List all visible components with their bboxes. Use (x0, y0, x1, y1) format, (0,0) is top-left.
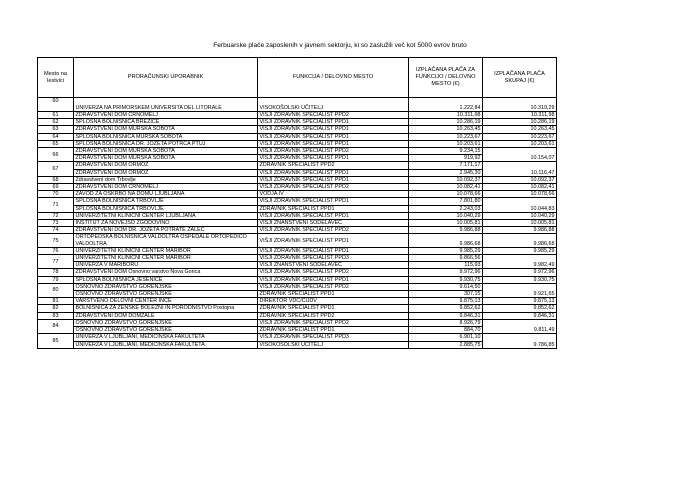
header-func: FUNKCIJA / DELOVNO MESTO (258, 58, 409, 98)
paid-cell: 9.930,75 (409, 276, 483, 283)
total-cell: 9.982,49 (483, 255, 557, 269)
paid-cell: 7.801,80 (409, 198, 483, 205)
function-cell: DIREKTOR VDC/CUDV (258, 298, 409, 305)
table-row (38, 327, 557, 334)
paid-cell: 10.078,66 (409, 191, 483, 198)
total-cell: 9.972,96 (483, 269, 557, 276)
table-row (38, 269, 557, 276)
table-row (38, 119, 557, 126)
function-cell: ZDRAVNIK SPECIALIST PPD2 (258, 162, 409, 169)
table-row (38, 276, 557, 283)
function-cell: VIŠJI ZDRAVNIK SPECIALIST PPD2 (258, 184, 409, 191)
function-cell: VIŠJI ZDRAVNIK SPECIALIST PPD1 (258, 247, 409, 254)
paid-cell: 10.203,61 (409, 140, 483, 147)
function-cell: VODJA IV (258, 191, 409, 198)
total-cell: 10.319,29 (483, 98, 557, 112)
rank-cell: 62 (38, 119, 74, 126)
total-cell: 9.846,31 (483, 312, 557, 319)
org-cell: ZDRAVSTVENI DOM MURSKA SOBOTA (74, 126, 258, 133)
table-row (38, 334, 557, 341)
function-cell: VIŠJI ZDRAVNIK SPECIALIST PPD1 (258, 155, 409, 162)
function-cell: VIŠJI ZDRAVNIK SPECIALIST PPD1 (258, 169, 409, 176)
org-cell: UNIVERZA NA PRIMORSKEM UNIVERSITA DEL LITORALE (74, 98, 258, 112)
paid-cell: 6.901,10 (409, 334, 483, 341)
total-cell: 10.203,61 (483, 140, 557, 147)
total-cell: 10.044,83 (483, 198, 557, 212)
rank-cell: 84 (38, 319, 74, 333)
rank-cell: 64 (38, 133, 74, 140)
table-row (38, 198, 557, 205)
paid-cell: 884,70 (409, 327, 483, 334)
paid-cell: 9.985,29 (409, 247, 483, 254)
rank-cell: 79 (38, 276, 74, 283)
table-row (38, 341, 557, 348)
function-cell: VIŠJI ZDRAVNIK SPECIALIST PPD3 (258, 255, 409, 262)
paid-cell: 9.852,62 (409, 305, 483, 312)
paid-cell: 9.846,31 (409, 312, 483, 319)
header-total: IZPLAČANA PLAČA SKUPAJ (€) (483, 58, 557, 98)
table-row (38, 205, 557, 212)
header-rank: Mesto na lestvici (38, 58, 74, 98)
org-cell: Zdravstveni dom Trbovlje (74, 176, 258, 183)
org-cell: UNIVERZA V LJUBLJANI, MEDICINSKA FAKULTETA (74, 334, 258, 341)
function-cell: VIŠJI ZDRAVNIK SPECIALIST PPD1 (258, 126, 409, 133)
paid-cell: 10.286,19 (409, 119, 483, 126)
total-cell: 10.116,47 (483, 162, 557, 176)
table-row (38, 155, 557, 162)
total-cell: 9.986,68 (483, 234, 557, 247)
org-cell: ZAVOD ZA OSKRBO NA DOMU LJUBLJANA (74, 191, 258, 198)
table-row (38, 133, 557, 140)
function-cell: VIŠJI ZDRAVNIK SPECIALIST PPD1 (258, 212, 409, 219)
org-cell: UNIVERZA V MARIBORU (74, 262, 258, 269)
total-cell: 10.005,81 (483, 220, 557, 227)
function-cell: VISOKOŠOLSKI UČITELJ (258, 98, 409, 112)
org-cell: ZDRAVSTVENI DOM ORMOŽ (74, 162, 258, 169)
function-cell: VISOKOŠOLSKI UČITELJ (258, 341, 409, 348)
table-row (38, 148, 557, 155)
org-cell: ZDRAVSTVENI DOM ČRNOMELJ (74, 184, 258, 191)
org-cell: ZDRAVSTVENI DOM Osnovno varstvo Nova Gorica (74, 269, 258, 276)
table-row (38, 169, 557, 176)
table-row (38, 220, 557, 227)
table-row (38, 262, 557, 269)
rank-cell: 72 (38, 212, 74, 219)
function-cell: ZDRAVNIK SPECIALIST PPD1 (258, 305, 409, 312)
rank-cell: 67 (38, 162, 74, 176)
function-cell: ZDRAVNIK SPECIALIST PPD1 (258, 291, 409, 298)
salary-table (37, 57, 557, 349)
header-org: PRORAČUNSKI UPORABNIK (74, 58, 258, 98)
org-cell: BOLNIŠNICA ZA ŽENSKE BOLEZNI IN PORODNIŠTVO Postojna (74, 305, 258, 312)
table-row (38, 191, 557, 198)
paid-cell: 2.885,75 (409, 341, 483, 348)
paid-cell: 115,93 (409, 262, 483, 269)
rank-cell: 76 (38, 247, 74, 254)
org-cell: SPLOŠNA BOLNIŠNICA TRBOVLJE (74, 198, 258, 205)
table-row (38, 312, 557, 319)
rank-cell: 71 (38, 198, 74, 212)
table-row (38, 319, 557, 326)
function-cell: VIŠJI ZNANSTVENI SODELAVEC (258, 220, 409, 227)
org-cell: UNIVERZA V LJUBLJANI, MEDICINSKA FAKULTETA (74, 341, 258, 348)
rank-cell: 80 (38, 283, 74, 297)
total-cell: 10.082,41 (483, 184, 557, 191)
table-row (38, 126, 557, 133)
table-row (38, 298, 557, 305)
paid-cell: 10.223,67 (409, 133, 483, 140)
org-cell: ZDRAVSTVENI DOM ORMOŽ (74, 169, 258, 176)
table-header-row (38, 58, 557, 98)
function-cell: VIŠJI ZDRAVNIK SPECIALIST PPD1 (258, 119, 409, 126)
function-cell: VIŠJI ZDRAVNIK SPECIALIST PPD2 (258, 319, 409, 326)
rank-cell: 61 (38, 112, 74, 119)
rank-cell: 65 (38, 140, 74, 147)
function-cell: ZDRAVNIK SPECIALIST PPD1 (258, 205, 409, 212)
table-row (38, 291, 557, 298)
total-cell: 10.092,37 (483, 176, 557, 183)
rank-cell: 66 (38, 148, 74, 162)
function-cell: VIŠJI ZDRAVNIK SPECIALIST PPD2 (258, 112, 409, 119)
table-row (38, 247, 557, 254)
org-cell: OSNOVNO ZDRAVSTVO GORENJSKE (74, 319, 258, 326)
total-cell: 9.921,65 (483, 283, 557, 297)
total-cell: 10.311,98 (483, 112, 557, 119)
total-cell: 9.786,85 (483, 334, 557, 348)
table-row (38, 283, 557, 290)
paid-cell: 10.082,41 (409, 184, 483, 191)
table-row (38, 255, 557, 262)
function-cell: VIŠJI ZDRAVNIK SPECIALIST PPD1 (258, 133, 409, 140)
paid-cell: 919,92 (409, 155, 483, 162)
rank-cell: 83 (38, 312, 74, 319)
function-cell: VIŠJI ZNANSTVENI SODELAVEC (258, 262, 409, 269)
total-cell: 10.223,67 (483, 133, 557, 140)
org-cell: OSNOVNO ZDRAVSTVO GORENJSKE (74, 283, 258, 290)
paid-cell: 2.945,30 (409, 169, 483, 176)
total-cell: 10.078,66 (483, 191, 557, 198)
org-cell: SPLOŠNA BOLNIŠNICA JESENICE (74, 276, 258, 283)
table-body (38, 98, 557, 349)
org-cell: UNIVERZITETNI KLINIČNI CENTER MARIBOR (74, 255, 258, 262)
table-row (38, 234, 557, 247)
rank-cell: 82 (38, 305, 74, 312)
org-cell: ZDRAVSTVENI DOM DR. JOŽETA POTRATE ŽALEC (74, 227, 258, 234)
paid-cell: 7.171,17 (409, 162, 483, 169)
rank-cell: 73 (38, 220, 74, 227)
total-cell: 9.930,75 (483, 276, 557, 283)
total-cell: 10.286,19 (483, 119, 557, 126)
table-row (38, 162, 557, 169)
function-cell: ZDRAVNIK SPECIALIST PPD2 (258, 312, 409, 319)
table-row (38, 176, 557, 183)
total-cell: 10.040,29 (483, 212, 557, 219)
rank-cell: 70 (38, 191, 74, 198)
rank-cell: 63 (38, 126, 74, 133)
paid-cell: 10.311,98 (409, 112, 483, 119)
total-cell: 9.986,88 (483, 227, 557, 234)
rank-cell: 78 (38, 269, 74, 276)
table-row (38, 305, 557, 312)
paid-cell: 307,15 (409, 291, 483, 298)
document-title: Ferbuarske plače zaposlenih v javnem sektorju, ki so zaslužili več kot 5000 evrov bruto (213, 42, 467, 49)
org-cell: ZDRAVSTVENI DOM DOMŽALE (74, 312, 258, 319)
table-row (38, 227, 557, 234)
rank-cell: 75 (38, 234, 74, 247)
rank-cell: 60 (38, 98, 74, 112)
paid-cell: 2.243,03 (409, 205, 483, 212)
paid-cell: 10.040,29 (409, 212, 483, 219)
total-cell: 9.985,29 (483, 247, 557, 254)
org-cell: INŠTITUT ZA NOVEJŠO ZGODOVINO (74, 220, 258, 227)
function-cell: VIŠJI ZDRAVNIK SPECIALIST PPD2 (258, 148, 409, 155)
rank-cell: 77 (38, 255, 74, 269)
rank-cell: 74 (38, 227, 74, 234)
total-cell: 10.263,45 (483, 126, 557, 133)
total-cell: 9.875,13 (483, 298, 557, 305)
table-row (38, 184, 557, 191)
table-row (38, 112, 557, 119)
function-cell: VIŠJI ZDRAVNIK SPECIALIST PPD2 (258, 269, 409, 276)
total-cell: 10.154,07 (483, 148, 557, 162)
org-cell: SPLOŠNA BOLNIŠNICA TRBOVLJE (74, 205, 258, 212)
org-cell: OSNOVNO ZDRAVSTVO GORENJSKE (74, 291, 258, 298)
org-cell: ZDRAVSTVENI DOM MURSKA SOBOTA (74, 148, 258, 155)
paid-cell: 10.092,37 (409, 176, 483, 183)
rank-cell: 85 (38, 334, 74, 348)
rank-cell: 69 (38, 184, 74, 191)
function-cell: VIŠJI ZDRAVNIK SPECIALIST PPD1 (258, 198, 409, 205)
total-cell: 9.811,49 (483, 319, 557, 333)
function-cell: VIŠJI ZDRAVNIK SPECIALIST PPD2 (258, 283, 409, 290)
total-cell: 9.852,62 (483, 305, 557, 312)
paid-cell: 9.986,68 (409, 234, 483, 247)
org-cell: UNIVERZITETNI KLINIČNI CENTER MARIBOR (74, 247, 258, 254)
header-paid: IZPLAČANA PLAČA ZA FUNKCIJO / DELOVNO MESTO (€) (409, 58, 483, 98)
function-cell: VIŠJI ZDRAVNIK SPECIALIST PPD1 (258, 140, 409, 147)
org-cell: ZDRAVSTVENI DOM MURSKA SOBOTA (74, 155, 258, 162)
paid-cell: 10.005,81 (409, 220, 483, 227)
function-cell: VIŠJI ZDRAVNIK SPECIALIST PPD1 (258, 176, 409, 183)
org-cell: SPLOŠNA BOLNIŠNICA DR. JOŽETA POTRČA PTUJ (74, 140, 258, 147)
org-cell: UNIVERZITETNI KLINIČNI CENTER LJUBLJANA (74, 212, 258, 219)
table-row (38, 212, 557, 219)
function-cell: VIŠJI ZDRAVNIK SPECIALIST PPD3 (258, 334, 409, 341)
org-cell: VARSTVENO DELOVNI CENTER INCE (74, 298, 258, 305)
org-cell: ORTOPEDSKA BOLNIŠNICA VALDOLTRA OSPEDALE ORTOPEDICO VALDOLTRA (74, 234, 258, 247)
org-cell: SPLOŠNA BOLNIŠNICA BREŽICE (74, 119, 258, 126)
paid-cell: 9.986,88 (409, 227, 483, 234)
paid-cell: 9.614,50 (409, 283, 483, 290)
paid-cell: 10.263,45 (409, 126, 483, 133)
function-cell: VIŠJI ZDRAVNIK SPECIALIST PPD2 (258, 227, 409, 234)
org-cell: ZDRAVSTVENI DOM ČRNOMELJ (74, 112, 258, 119)
table-row (38, 98, 557, 112)
org-cell: SPLOŠNA BOLNIŠNICA MURSKA SOBOTA (74, 133, 258, 140)
rank-cell: 81 (38, 298, 74, 305)
paid-cell: 9.866,56 (409, 255, 483, 262)
paid-cell: 1.222,84 (409, 98, 483, 112)
function-cell: ZDRAVNIK SPECIALIST PPD1 (258, 327, 409, 334)
function-cell: VIŠJI ZDRAVNIK SPECIALIST PPD1 (258, 276, 409, 283)
paid-cell: 8.926,79 (409, 319, 483, 326)
rank-cell: 68 (38, 176, 74, 183)
function-cell: VIŠJI ZDRAVNIK SPECIALIST PPD1 (258, 234, 409, 247)
paid-cell: 9.234,15 (409, 148, 483, 155)
paid-cell: 9.972,96 (409, 269, 483, 276)
paid-cell: 9.875,13 (409, 298, 483, 305)
org-cell: OSNOVNO ZDRAVSTVO GORENJSKE (74, 327, 258, 334)
table-row (38, 140, 557, 147)
